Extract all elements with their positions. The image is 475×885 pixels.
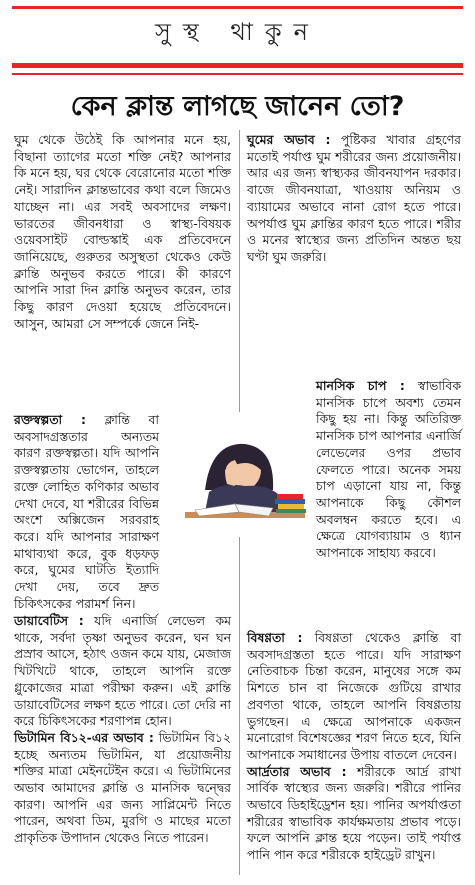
depression-heading: বিষণ্ণতা :	[247, 630, 303, 645]
intro-paragraph: ঘুম থেকে উঠেই কি আপনার মনে হয়, বিছানা ত্যাগের মতো শক্তি নেই? আপনার কি মনে হয়, ঘর থেকে বেরোনোর মতো শক্তি নেই। সারাদিন ক্লান্তভাবের কথা বলে জিমেও যাচ্ছেন না। এর সবই অবসাদের লক্ষণ। ভারতের জীবনধারা ও স্বাস্থ্য-বিষয়ক ওয়েবসাইট বোল্ডস্কাই এক প্রতিবেদনে জানিয়েছে, গুরুতর অসুস্থতা থেকেও কেউ ক্লান্তি অনুভব করতে পারে। কী কারণে আপনি সারা দিন ক্লান্তি অনুভব করেন, তার কিছু কারণ দেওয়া হয়েছে প্রতিবেদনে। আসুন, আমরা সে সম্পর্কে জেনে নিই-	[14, 132, 231, 331]
header-rule-thin	[12, 73, 463, 75]
top-rule	[12, 6, 463, 9]
tired-student-illustration	[165, 412, 315, 537]
stress-paragraph	[316, 378, 461, 562]
dehydration-heading: আর্দ্রতার অভাব :	[247, 763, 347, 779]
left-column-bottom	[14, 613, 231, 847]
anemia-body: ক্লান্তি বা অবসাদগ্রস্ততার অন্যতম কারণ রক্তস্বল্পতা। যদি আপনি রক্তস্বল্পতায় ভোগেন, তাহলে রক্তে লোহিত কণিকার অভাব দেখা দেবে, যা শরীরের বিভিন্ন অংশে অক্সিজেন সরবরাহ করে। যদি আপনার সারাক্ষণ মাথাব্যথা করে, বুক ধড়ফড় করে, ঘুমের ঘাটতি ইত্যাদি দেখা দেয়, তবে দ্রুত চিকিৎসকের পরামর্শ নিন।	[14, 412, 159, 611]
b12-paragraph	[14, 730, 231, 847]
article-headline: কেন ক্লান্ত লাগছে জানেন তো?	[70, 91, 405, 122]
anemia-paragraph	[14, 412, 159, 612]
dehydration-paragraph	[247, 764, 461, 864]
right-column-top	[247, 132, 461, 266]
right-column-bottom	[247, 630, 461, 864]
depression-body: বিষণ্ণতা থেকেও ক্লান্তি বা অবসাদগ্রস্ততা হতে পারে। যদি সারাক্ষণ নেতিবাচক চিন্তা করেন, মানুষের সঙ্গে কম মিশতে চান বা নিজেকে গুটিয়ে রাখার প্রবণতা থাকে, তাহলে আপনি বিষণ্ণতায় ভুগছেন। এ ক্ষেত্রে আপনাকে একজন মনোরোগ বিশেষজ্ঞের শরণ নিতে হবে, যিনি আপনাকে সমাধানের উপায় বাতলে দেবেন।	[247, 630, 461, 762]
stress-heading: মানসিক চাপ :	[316, 378, 405, 393]
anemia-heading: রক্তস্বল্পতা :	[14, 412, 87, 427]
stress-body: স্বাভাবিক মানসিক চাপে অবশ্য তেমন কিছু হয় না। কিন্তু অতিরিক্ত মানসিক চাপ আপনার এনার্জি লেভেলের ওপর প্রভাব ফেলতে পারে। অনেক সময় চাপ এড়ানো যায় না, কিন্তু আপনাকে কিছু কৌশল অবলম্বন করতে হবে। এ ক্ষেত্রে যোগব্যায়াম ও ধ্যান আপনাকে সাহায্য করবে।	[316, 378, 461, 561]
sleep-body: পুষ্টিকর খাবার গ্রহণের মতোই পর্যাপ্ত ঘুম শরীরের জন্য প্রয়োজনীয়। আর এর জন্য স্বাস্থ্যকর জীবনযাপন দরকার। বাজে জীবনযাত্রা, খাওয়ায় অনিয়ম ও ব্যায়ামের অভাবে নানা রোগ হতে পারে। অপর্যাপ্ত ঘুম ক্লান্তির কারণ হতে পারে। শরীর ও মনের স্বাস্থ্যের জন্য প্রতিদিন অন্তত ছয় ঘণ্টা ঘুম জরুরি।	[247, 132, 461, 264]
b12-heading: ভিটামিন বি১২-এর অভাব :	[14, 729, 154, 745]
diabetes-paragraph	[14, 613, 231, 730]
diabetes-body: যদি এনার্জি লেভেল কম থাকে, সর্বদা তৃষ্ণা অনুভব করেন, ঘন ঘন প্রস্রাব আসে, হঠাৎ ওজন কমে যায়, মেজাজ খিটখিটে থাকে, তাহলে আপনি রক্তে গ্লুকোজের মাত্রা পরীক্ষা করুন। এই ক্লান্তি ডায়াবেটিসের লক্ষণ হতে পারে। তো দেরি না করে চিকিৎসকের শরণাপন্ন হোন।	[14, 613, 231, 729]
header-rule-thick	[12, 63, 463, 68]
section-title: সুস্থ থাকুন	[155, 18, 320, 46]
b12-body: ভিটামিন বি১২ হচ্ছে অন্যতম ভিটামিন, যা প্রয়োজনীয় শক্তির মাত্রা মেইনটেইন করে। এ ভিটামিনের অভাব আমাদের ক্লান্তি ও মানসিক দ্বন্দ্বের কারণ। আপনি এর জন্য সাপ্লিমেন্ট নিতে পারেন, অথবা ডিম, মুরগি ও মাছের মতো প্রাকৃতিক উপাদান থেকেও নিতে পারেন।	[14, 729, 231, 846]
diabetes-heading: ডায়াবেটিস :	[14, 613, 84, 628]
depression-paragraph	[247, 630, 461, 764]
sleep-heading: ঘুমের অভাব :	[247, 132, 331, 147]
stress-section	[316, 378, 461, 562]
anemia-section	[14, 412, 159, 612]
sleep-paragraph	[247, 132, 461, 266]
left-column-top	[14, 132, 231, 332]
dehydration-body: শরীরকে আর্দ্র রাখা সার্বিক স্বাস্থ্যের জন্য জরুরি। শরীরে পানির অভাবে ডিহাইড্রেশন হয়। পানির অপর্যাপ্ততা শরীরের স্বাভাবিক কার্যক্ষমতায় প্রভাব পড়ে। ফলে আপনি ক্লান্ত হয়ে পড়েন। তাই পর্যাপ্ত পানি পান করে শরীরকে হাইড্রেট রাখুন।	[247, 763, 461, 863]
